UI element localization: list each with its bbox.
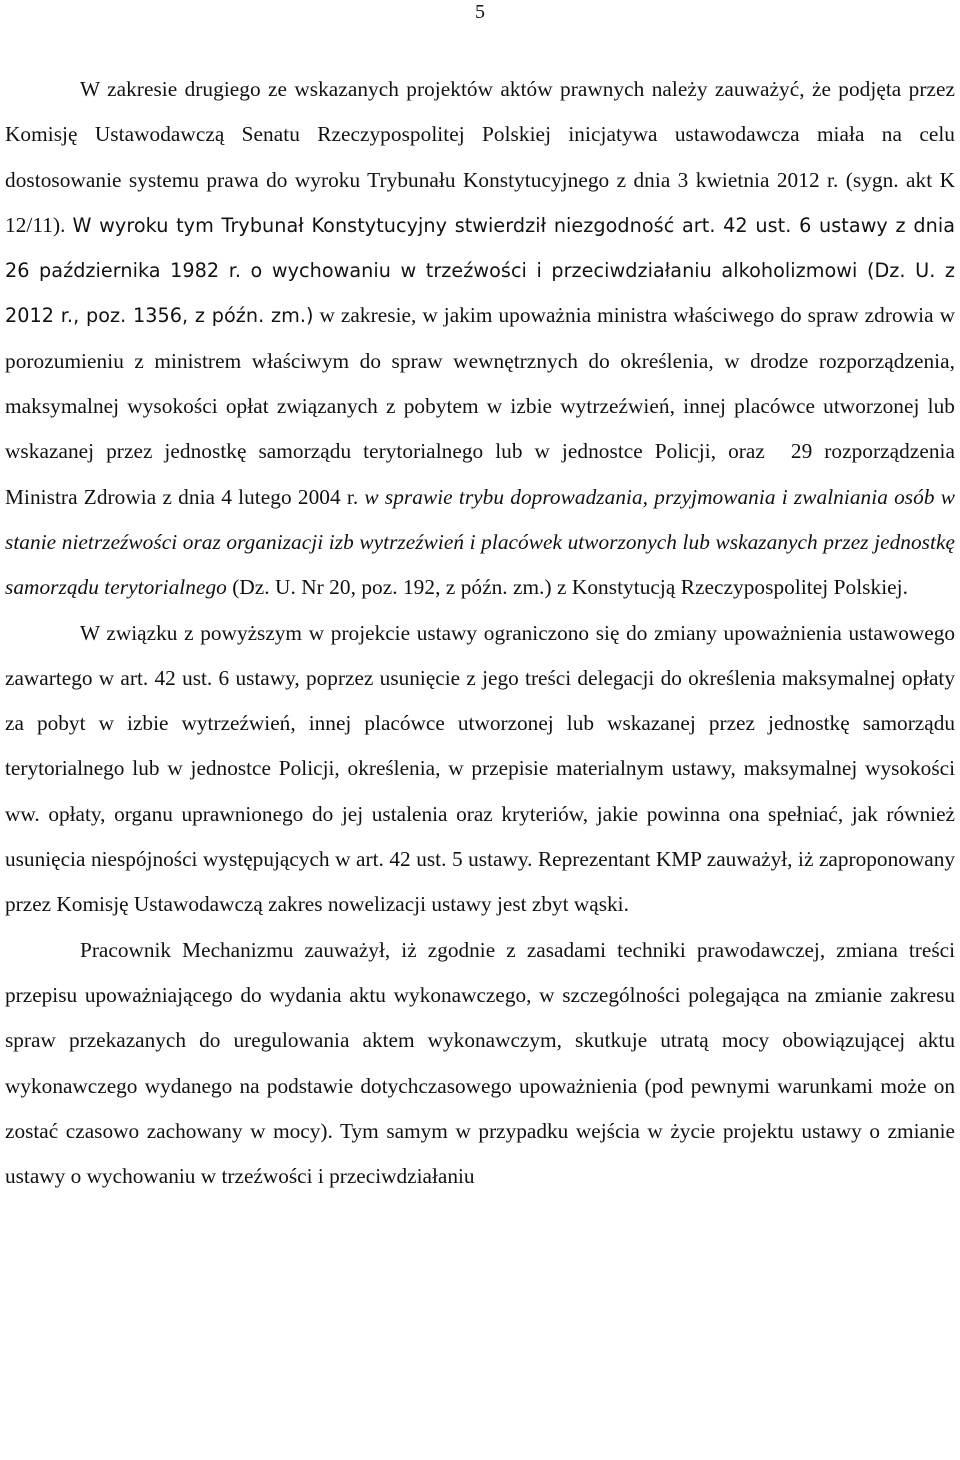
paragraph-1-regulation-title: w sprawie trybu doprowadzania, przyjmowania i zwalniania osób w stanie nietrzeźwości oraz organizacji izb wytrzeźwień i placówek utworzonych lub wskazanych przez jednostkę samorządu terytorialnego — [5, 484, 955, 600]
paragraph-1-citation: (Dz. U. Nr 20, poz. 192, z późn. zm.) z Konstytucją Rzeczypospolitej Polskiej. — [232, 575, 909, 600]
paragraph-1-scope: w zakresie, w jakim upoważnia ministra właściwego do spraw zdrowia w porozumieniu z ministrem właściwym do spraw wewnętrznych do określenia, w drodze rozporządzenia, maksymalnej wysokości opłat związanych z pobytem w izbie wytrzeźwień, innej placówce utworzonej lub wskazanej przez jednostkę samorządu terytorialnego lub w jednostce Policji, oraz — [5, 303, 956, 464]
paragraph-2: W związku z powyższym w projekcie ustawy ograniczono się do zmiany upoważnienia ustawowego zawartego w art. 42 ust. 6 ustawy, poprzez usunięcie z jego treści delegacji do określenia maksymalnej opłaty za pobyt w izbie wytrzeźwień, innej placówce utworzonej lub wskazanej przez jednostkę samorządu terytorialnego lub w jednostce Policji, określenia, w przepisie materialnym ustawy, maksymalnej wysokości ww. opłaty, organu uprawnionego do jej ustalenia oraz kryteriów, jakie powinna ona spełniać, jak również usunięcia niespójności występujących w art. 42 ust. 5 ustawy. Reprezentant KMP zauważył, iż zaproponowany przez Komisję Ustawodawczą zakres nowelizacji ustawy jest zbyt wąski. — [5, 620, 955, 917]
paragraph-3: Pracownik Mechanizmu zauważył, iż zgodnie z zasadami techniki prawodawczej, zmiana treści przepisu upoważniającego do wydania aktu wykonawczego, w szczególności polegająca na zmianie zakresu spraw przekazanych do uregulowania aktem wykonawczym, skutkuje utratą mocy obowiązującej aktu wykonawczego wydanego na podstawie dotychczasowego upoważnienia (pod pewnymi warunkami może on zostać czasowo zachowany w mocy). Tym samym w przypadku wejścia w życie projektu ustawy o zmianie ustawy o wychowaniu w trzeźwości i przeciwdziałaniu — [5, 937, 955, 1189]
paragraph-1-intro: W zakresie drugiego ze wskazanych projektów aktów prawnych należy zauważyć, że podjęta przez Komisję Ustawodawczą Senatu Rzeczypospolitej Polskiej inicjatywa ustawodawcza miała na celu dostosowanie systemu prawa do wyroku Trybunału Konstytucyjnego z dnia 3 kwietnia 2012 r. (sygn. akt K 12/11). — [5, 77, 955, 237]
page-number: 5 — [475, 1, 485, 23]
paragraph-1-judgment: W wyroku tym Trybunał Konstytucyjny stwierdził niezgodność art. 42 ust. 6 ustawy z dnia 26 października 1982 r. o wychowaniu w trzeźwości i przeciwdziałaniu alkoholizmowi (Dz. U. z 2012 r., poz. 1356, z późn. zm.) — [5, 213, 956, 328]
paragraph-1-regulation: 29 rozporządzenia Ministra Zdrowia z dnia 4 lutego 2004 r. — [5, 439, 956, 509]
document-body — [5, 67, 955, 1199]
paragraph-1 — [5, 67, 955, 611]
